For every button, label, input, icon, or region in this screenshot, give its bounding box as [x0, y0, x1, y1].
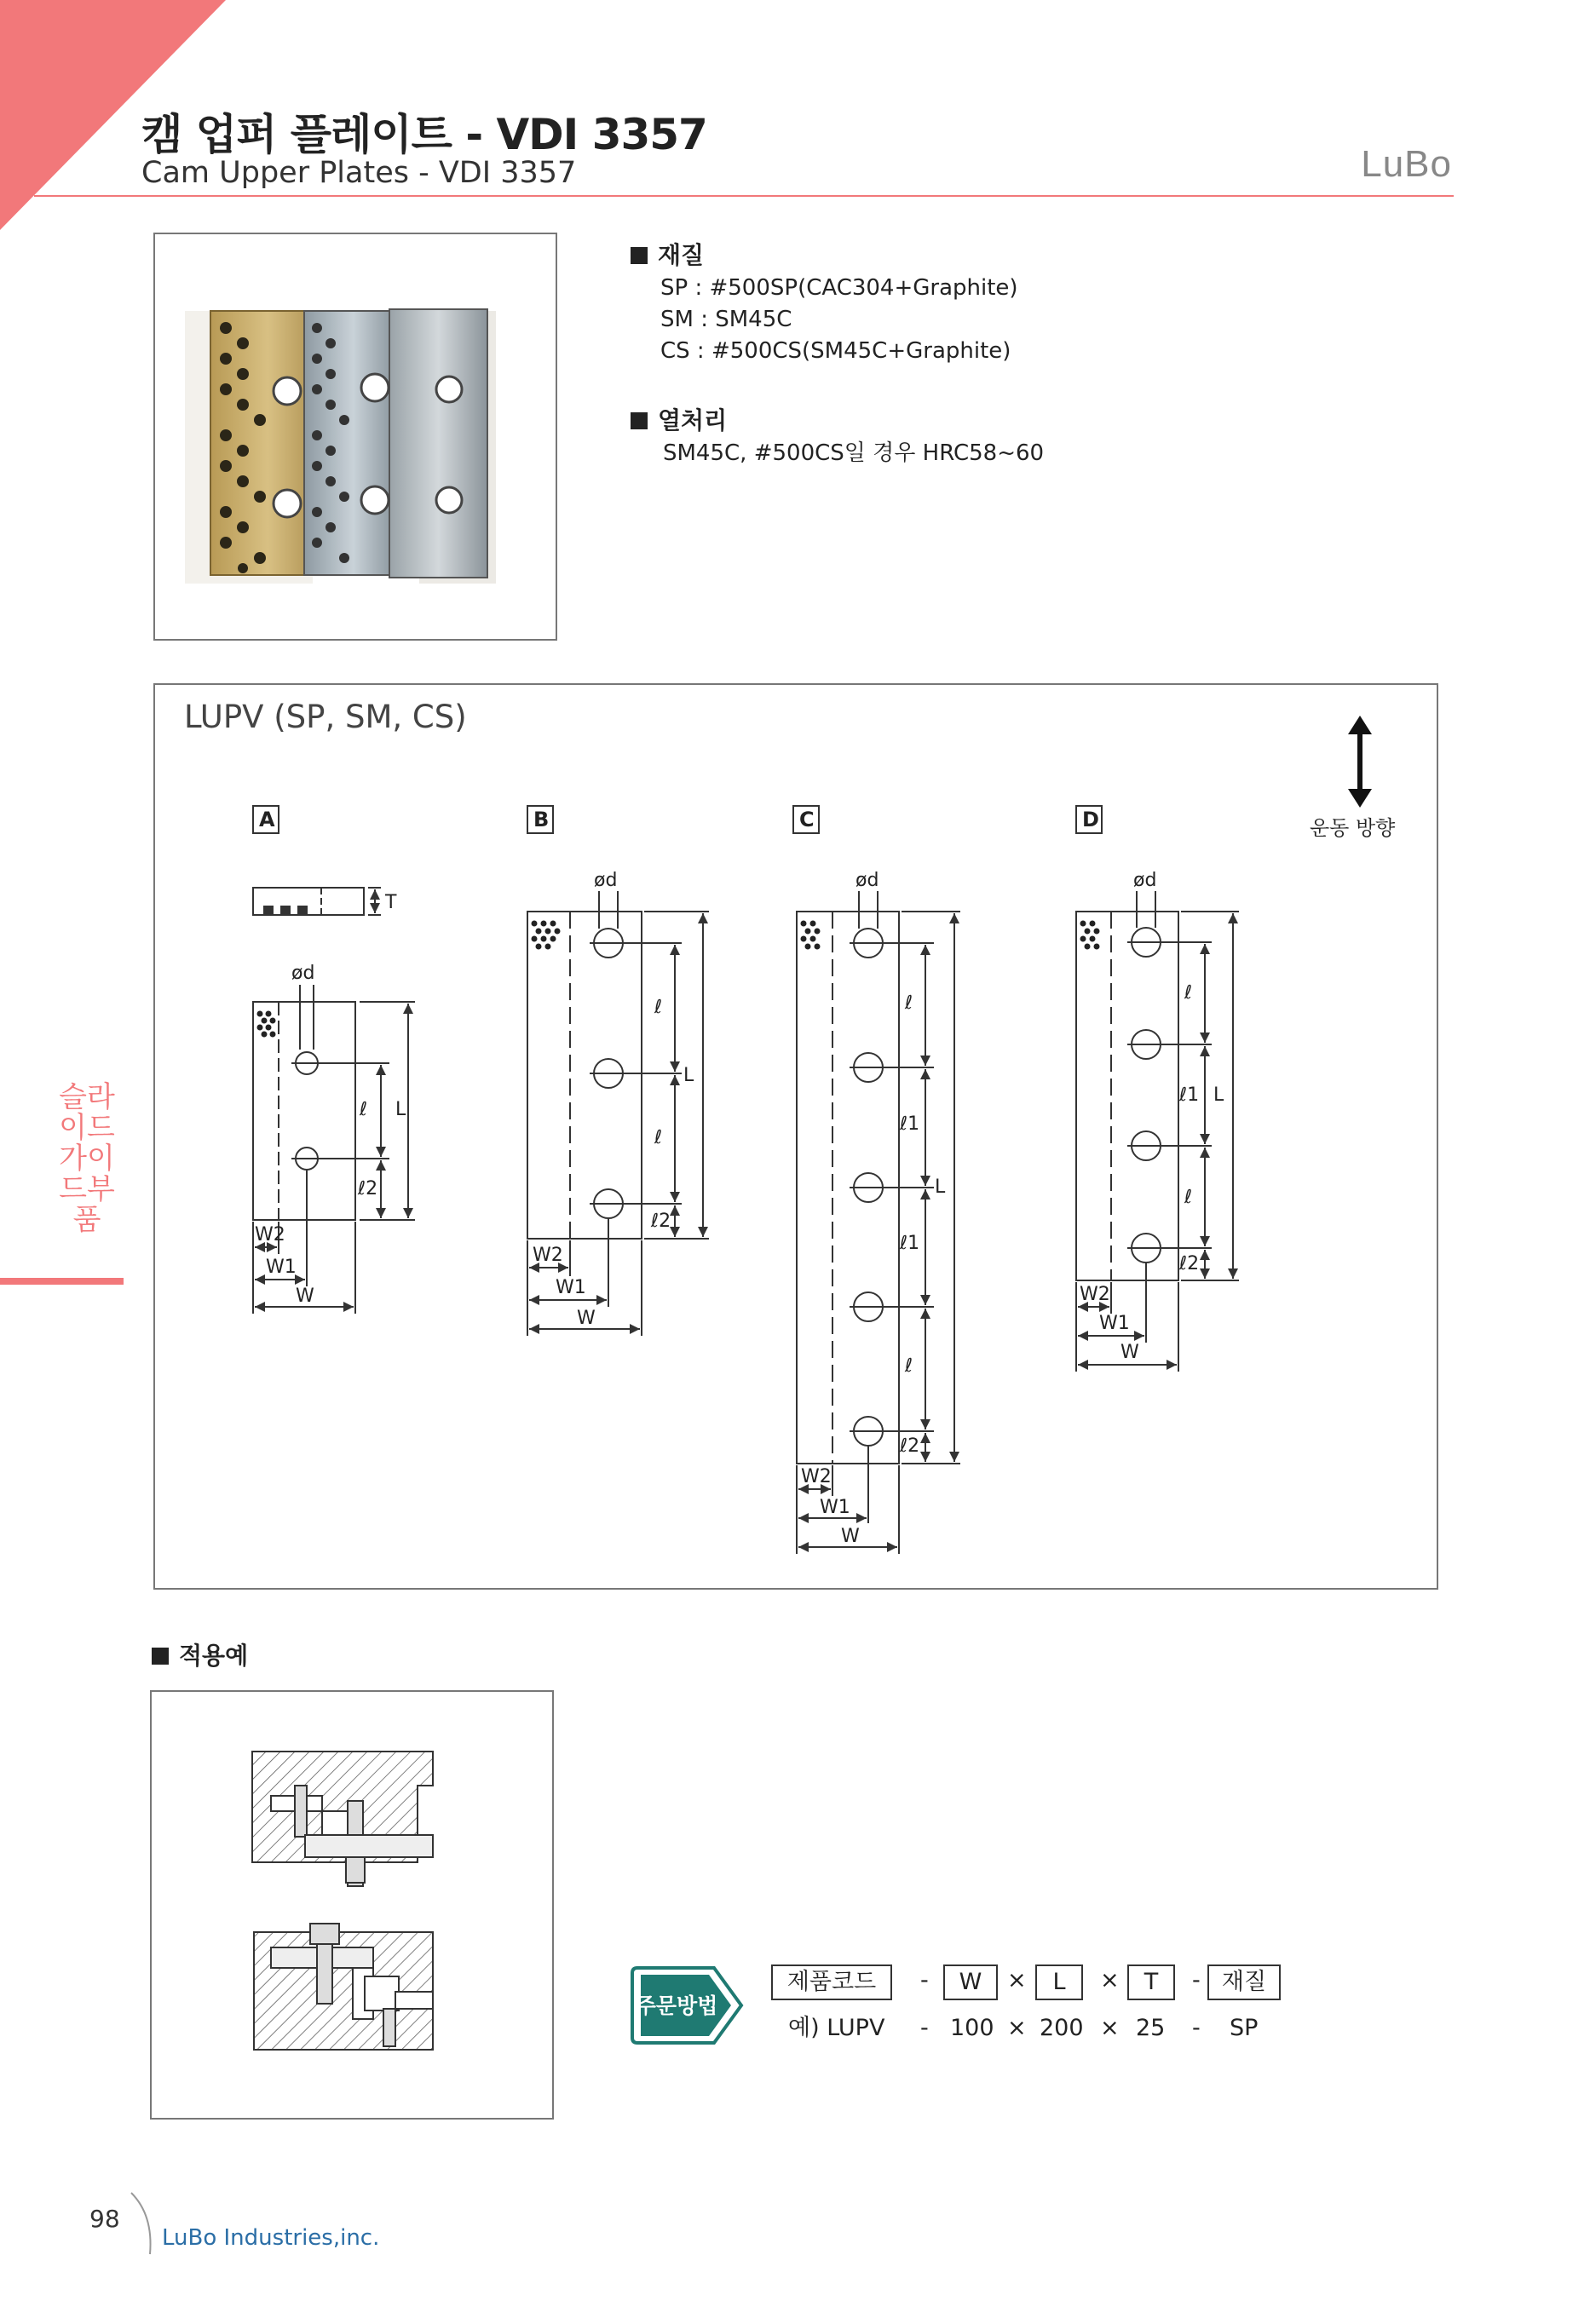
order-code-times: ×: [1100, 1967, 1120, 1993]
order-code-material: 재질: [1207, 1964, 1281, 2000]
dim-ell1-label: ℓ1: [900, 1113, 920, 1135]
dim-ell2-label: ℓ2: [1179, 1253, 1200, 1274]
dim-ell-label: ℓ: [905, 1355, 913, 1377]
type-label-b-text: B: [533, 808, 550, 831]
order-badge-text: 주문방법: [635, 1993, 718, 2018]
dim-ell-label: ℓ: [905, 992, 913, 1014]
type-label-c-text: C: [799, 808, 815, 831]
dim-ell-label: ℓ: [1184, 982, 1193, 1004]
material-line: SP : #500SP(CAC304+Graphite): [660, 275, 1018, 301]
dim-w-label: W: [577, 1308, 596, 1329]
heat-treatment-heading: 열처리: [631, 402, 727, 436]
order-example-sep: -: [1192, 2015, 1201, 2041]
dim-ell-label: ℓ: [654, 1127, 663, 1148]
square-bullet-icon: [631, 412, 648, 429]
company-name: LuBo Industries,inc.: [162, 2225, 380, 2251]
header-rule: [34, 195, 1454, 197]
dim-d-label: ød: [291, 963, 315, 984]
order-code-times: ×: [1007, 1967, 1027, 1993]
dim-ell2-label: ℓ2: [358, 1178, 378, 1199]
type-label-d-text: D: [1082, 808, 1099, 831]
dim-d-label: ød: [1133, 870, 1157, 891]
order-code-l: L: [1035, 1964, 1083, 2000]
dim-ell2-label: ℓ2: [900, 1435, 920, 1457]
dim-w1-label: W1: [1099, 1313, 1130, 1334]
dim-w-label: W: [296, 1286, 314, 1307]
dim-w-label: W: [1120, 1342, 1139, 1363]
dim-w-label: W: [841, 1526, 860, 1547]
order-code-row: [771, 1964, 1282, 2004]
order-code-sep: -: [920, 1967, 929, 1993]
dim-ell-label: ℓ: [654, 997, 663, 1018]
product-photo-frame: [153, 233, 557, 641]
order-example-row: [771, 2012, 1282, 2051]
dim-l-label: L: [935, 1176, 946, 1198]
order-example-l: 200: [1040, 2015, 1084, 2041]
heat-treatment-text: SM45C, #500CS일 경우 HRC58~60: [663, 440, 1045, 466]
order-example-sep: -: [920, 2015, 929, 2041]
order-method-badge: [629, 1963, 746, 2048]
order-code-sep: -: [1192, 1967, 1201, 1993]
order-example-t: 25: [1136, 2015, 1166, 2041]
page-subtitle: Cam Upper Plates - VDI 3357: [141, 156, 577, 190]
dim-w2-label: W2: [1080, 1284, 1110, 1305]
material-line: SM : SM45C: [660, 307, 792, 332]
dim-w2-label: W2: [801, 1466, 832, 1487]
dim-ell-label: ℓ: [1184, 1187, 1193, 1208]
page-number: 98: [89, 2205, 120, 2233]
dim-ell1-label: ℓ1: [1179, 1084, 1200, 1106]
dim-l-label: L: [683, 1065, 694, 1086]
page-title: 캠 업퍼 플레이트 - VDI 3357: [141, 110, 707, 159]
side-tab-label: 슬라이드 가이드부품: [59, 1080, 115, 1237]
dim-t-label: T: [385, 892, 397, 913]
order-example-code: 예) LUPV: [788, 2015, 885, 2041]
dim-w1-label: W1: [820, 1497, 850, 1518]
order-code-product: 제품코드: [771, 1964, 892, 2000]
dim-w2-label: W2: [533, 1245, 563, 1266]
material-heading: 재질: [631, 237, 704, 271]
technical-drawing: [155, 685, 1437, 1588]
application-figure-frame: [150, 1690, 554, 2120]
brand-logo: LuBo: [1361, 143, 1452, 185]
diagram-title: LUPV (SP, SM, CS): [184, 699, 467, 735]
motion-direction-label: 운동 방향: [1310, 816, 1396, 840]
dim-w1-label: W1: [266, 1257, 297, 1278]
dim-ell-label: ℓ: [360, 1099, 368, 1120]
application-heading: 적용예: [152, 1637, 248, 1671]
order-example-times: ×: [1100, 2015, 1120, 2041]
square-bullet-icon: [631, 247, 648, 264]
application-drawing: [152, 1692, 552, 2118]
dim-d-label: ød: [594, 870, 618, 891]
diagram-panel: [153, 683, 1438, 1590]
order-code-w: W: [943, 1964, 998, 2000]
square-bullet-icon: [152, 1648, 169, 1665]
product-photo: [155, 234, 556, 639]
material-line: CS : #500CS(SM45C+Graphite): [660, 338, 1011, 364]
order-example-times: ×: [1007, 2015, 1027, 2041]
dim-ell1-label: ℓ1: [900, 1233, 920, 1254]
type-label-a-text: A: [259, 808, 275, 831]
motion-arrow-icon: [1348, 716, 1372, 808]
dim-ell2-label: ℓ2: [651, 1211, 671, 1232]
dim-w1-label: W1: [556, 1277, 586, 1298]
dim-l-label: L: [1213, 1084, 1224, 1106]
dim-l-label: L: [395, 1099, 406, 1120]
order-example-w: 100: [950, 2015, 994, 2041]
order-example-material: SP: [1230, 2015, 1259, 2041]
dim-d-label: ød: [855, 870, 879, 891]
dim-w2-label: W2: [255, 1224, 285, 1245]
order-code-t: T: [1127, 1964, 1175, 2000]
footer-curve: [128, 2189, 162, 2258]
side-tab-bar: [0, 1278, 124, 1285]
